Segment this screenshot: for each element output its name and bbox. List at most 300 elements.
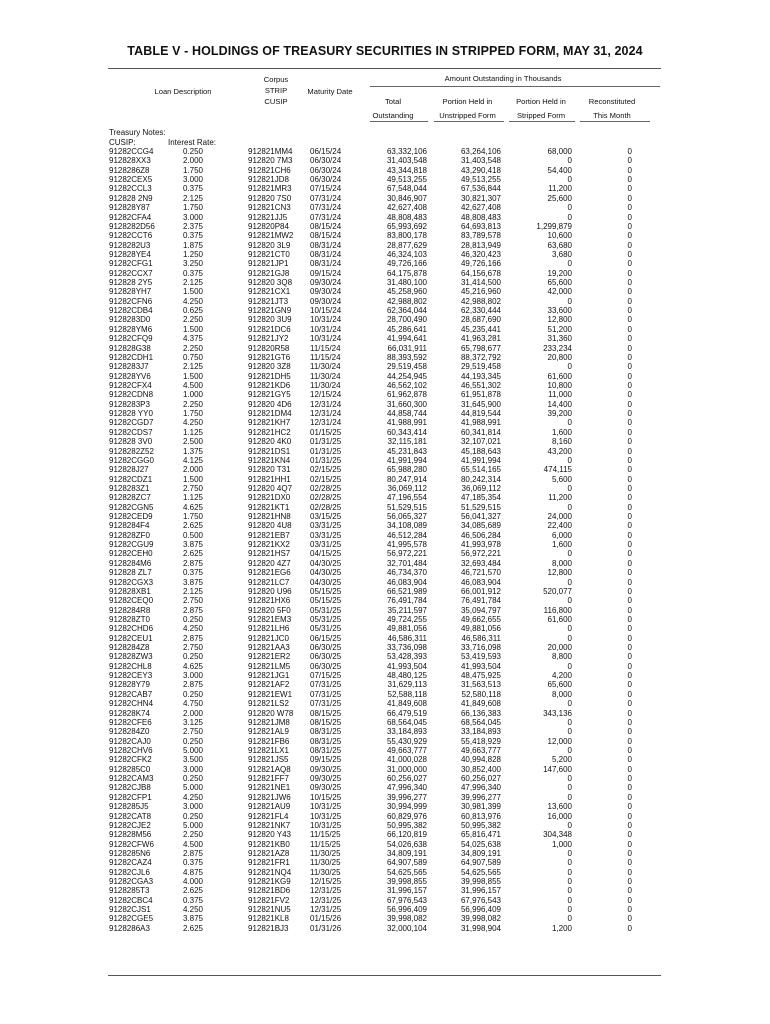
maturity-date-cell: 06/30/25 (310, 652, 342, 662)
table-row (0, 493, 770, 502)
unstripped-cell: 61,951,878 (460, 390, 501, 400)
reconstituted-cell: 0 (627, 437, 632, 447)
unstripped-cell: 49,513,255 (460, 175, 501, 185)
table-row (0, 194, 770, 203)
table-row (0, 802, 770, 811)
stripped-cell: 0 (567, 483, 572, 493)
cusip-cell: 91282CDZ1 (109, 474, 153, 484)
unstripped-cell: 46,586,311 (461, 633, 501, 643)
unstripped-cell: 30,852,400 (460, 764, 501, 774)
strip-cusip-cell: 912821AA3 (248, 643, 290, 653)
unstripped-cell: 41,963,281 (460, 334, 501, 344)
total-outstanding-cell: 64,175,878 (386, 268, 427, 278)
total-outstanding-cell: 33,736,098 (386, 643, 427, 653)
cusip-cell: 9128286Z8 (109, 165, 150, 175)
holdings-table (0, 147, 770, 933)
unstripped-cell: 56,041,327 (460, 512, 501, 522)
table-row (0, 737, 770, 746)
interest-rate-cell: 4.000 (182, 877, 203, 887)
total-outstanding-cell: 67,976,543 (386, 895, 427, 905)
total-outstanding-cell: 63,332,106 (386, 147, 427, 156)
total-outstanding-cell: 66,521,989 (386, 586, 427, 596)
interest-rate-cell: 5.000 (182, 746, 203, 755)
reconstituted-cell: 0 (627, 540, 632, 550)
unstripped-cell: 33,184,893 (460, 727, 501, 737)
interest-rate-cell: 0.750 (182, 352, 203, 362)
total-outstanding-cell: 34,108,089 (386, 521, 427, 531)
interest-rate-cell: 4.625 (182, 661, 203, 671)
table-row (0, 269, 770, 278)
total-outstanding-cell: 39,998,082 (386, 914, 427, 924)
interest-rate-cell: 0.375 (182, 895, 203, 905)
header-unstripped-line-2: Unstripped Form (439, 111, 496, 120)
reconstituted-cell: 0 (627, 427, 632, 437)
maturity-date-cell: 02/15/25 (310, 465, 342, 475)
table-row (0, 914, 770, 923)
reconstituted-cell: 0 (627, 877, 632, 887)
strip-cusip-cell: 912821AU9 (248, 802, 291, 812)
stripped-cell: 6,000 (551, 530, 572, 540)
maturity-date-cell: 10/31/25 (310, 811, 342, 821)
maturity-date-cell: 11/15/24 (310, 352, 341, 362)
strip-cusip-cell: 912821NQ4 (248, 867, 292, 877)
cusip-cell: 91282CAZ4 (109, 858, 152, 868)
interest-rate-cell: 1.500 (182, 324, 203, 334)
stripped-cell: 1,000 (551, 839, 572, 849)
stripped-cell: 11,200 (548, 184, 572, 194)
interest-rate-cell: 2.000 (182, 708, 203, 718)
unstripped-cell: 54,025,638 (460, 839, 501, 849)
maturity-date-cell: 12/31/25 (310, 886, 342, 896)
interest-rate-cell: 3.125 (182, 717, 203, 727)
maturity-date-cell: 10/31/25 (310, 802, 342, 812)
unstripped-cell: 47,996,340 (460, 783, 501, 793)
unstripped-cell: 54,625,565 (460, 867, 501, 877)
unstripped-cell: 31,998,904 (460, 923, 501, 933)
unstripped-cell: 51,529,515 (460, 502, 501, 512)
maturity-date-cell: 01/31/25 (310, 437, 342, 447)
table-row (0, 381, 770, 390)
unstripped-cell: 43,290,418 (460, 165, 501, 175)
table-row (0, 746, 770, 755)
unstripped-cell: 31,563,513 (460, 680, 501, 690)
stripped-cell: 1,299,879 (536, 221, 572, 231)
total-outstanding-cell: 41,994,641 (386, 334, 427, 344)
table-row (0, 437, 770, 446)
stripped-cell: 54,400 (547, 165, 572, 175)
unstripped-cell: 80,242,314 (460, 474, 501, 484)
reconstituted-cell: 0 (627, 175, 632, 185)
table-row (0, 184, 770, 193)
table-row (0, 905, 770, 914)
strip-cusip-cell: 912821BD6 (248, 886, 291, 896)
strip-cusip-cell: 912820 3Q8 (248, 278, 293, 288)
total-outstanding-cell: 56,065,327 (386, 512, 427, 522)
cusip-cell: 91282CCL3 (109, 184, 152, 194)
interest-rate-cell: 2.125 (182, 193, 203, 203)
total-outstanding-cell: 88,393,592 (386, 352, 427, 362)
strip-cusip-cell: 912821DM4 (248, 409, 292, 419)
strip-cusip-cell: 912821LM5 (248, 661, 291, 671)
strip-cusip-cell: 912821FR1 (248, 858, 290, 868)
strip-cusip-cell: 912820 T31 (248, 465, 291, 475)
total-outstanding-cell: 32,115,181 (387, 437, 427, 447)
reconstituted-cell: 0 (627, 502, 632, 512)
unstripped-cell: 50,995,382 (460, 820, 501, 830)
reconstituted-cell: 0 (627, 259, 632, 269)
header-top-rule (108, 68, 661, 69)
total-outstanding-cell: 46,512,284 (386, 530, 427, 540)
interest-rate-cell: 4.375 (182, 334, 203, 344)
total-outstanding-cell: 43,344,818 (386, 165, 427, 175)
total-outstanding-cell: 80,247,914 (386, 474, 427, 484)
header-total-outstanding (362, 96, 424, 121)
unstripped-cell: 56,972,221 (460, 549, 501, 559)
maturity-date-cell: 07/15/25 (310, 671, 342, 681)
unstripped-cell: 44,193,345 (460, 371, 501, 381)
total-outstanding-cell: 83,800,178 (386, 231, 427, 241)
interest-rate-cell: 2.750 (182, 596, 203, 606)
footer-rule (108, 975, 661, 976)
table-row (0, 559, 770, 568)
total-outstanding-cell: 60,829,976 (386, 811, 427, 821)
table-row (0, 400, 770, 409)
stripped-cell: 31,360 (547, 334, 572, 344)
strip-cusip-cell: 912820 4D6 (248, 399, 292, 409)
stripped-cell: 0 (567, 455, 572, 465)
reconstituted-cell: 0 (627, 867, 632, 877)
cusip-cell: 91282CGG0 (109, 455, 154, 465)
table-row (0, 821, 770, 830)
interest-rate-cell: 5.000 (182, 820, 203, 830)
strip-cusip-cell: 912821HC2 (248, 427, 291, 437)
stripped-cell: 61,600 (547, 371, 572, 381)
maturity-date-cell: 06/30/24 (310, 156, 342, 166)
total-outstanding-cell: 66,120,819 (386, 830, 427, 840)
reconstituted-cell: 0 (627, 746, 632, 755)
cusip-cell: 912828 2Y5 (109, 278, 153, 288)
cusip-cell: 9128283D0 (109, 315, 151, 325)
cusip-cell: 9128284Z8 (109, 643, 150, 653)
table-row (0, 344, 770, 353)
strip-cusip-cell: 912821LC7 (248, 577, 290, 587)
cusip-cell: 9128283J7 (109, 362, 149, 372)
header-corpus-strip-cusip (246, 74, 306, 107)
table-row (0, 858, 770, 867)
unstripped-cell: 39,996,277 (460, 792, 501, 802)
total-outstanding-cell: 31,480,100 (386, 278, 427, 288)
strip-cusip-cell: 912821CT0 (248, 249, 290, 259)
maturity-date-cell: 06/30/25 (310, 643, 342, 653)
cusip-cell: 91282CFX4 (109, 380, 152, 390)
strip-cusip-cell: 912821NE1 (248, 783, 291, 793)
table-row (0, 512, 770, 521)
maturity-date-cell: 01/31/25 (310, 455, 342, 465)
reconstituted-cell: 0 (627, 614, 632, 624)
interest-rate-cell: 3.000 (182, 764, 203, 774)
reconstituted-cell: 0 (627, 792, 632, 802)
cusip-cell: 912828G38 (109, 343, 151, 353)
unstripped-cell: 60,341,814 (460, 427, 501, 437)
unstripped-cell: 64,693,813 (460, 221, 501, 231)
maturity-date-cell: 05/31/25 (310, 605, 342, 615)
interest-rate-cell: 5.000 (182, 783, 203, 793)
header-reconstituted-line-2: This Month (593, 111, 631, 120)
maturity-date-cell: 01/31/25 (310, 446, 342, 456)
strip-cusip-cell: 912821NU5 (248, 905, 291, 915)
unstripped-cell: 63,264,106 (460, 147, 501, 156)
cusip-cell: 91282CGU9 (109, 540, 154, 550)
strip-cusip-cell: 912821FV2 (248, 895, 290, 905)
interest-rate-cell: 2.625 (182, 886, 203, 896)
strip-cusip-cell: 912821KG9 (248, 877, 291, 887)
table-row (0, 690, 770, 699)
unstripped-cell: 41,991,994 (460, 455, 501, 465)
interest-rate-cell: 3.000 (182, 212, 203, 222)
cusip-cell: 91282CFP1 (109, 792, 152, 802)
stripped-cell: 0 (567, 848, 572, 858)
unstripped-cell: 45,188,643 (460, 446, 501, 456)
cusip-cell: 91282CHD6 (109, 624, 154, 634)
table-row (0, 578, 770, 587)
strip-cusip-cell: 912820 W78 (248, 708, 294, 718)
cusip-cell: 91282CFQ9 (109, 334, 153, 344)
cusip-cell: 91282CJS1 (109, 905, 151, 915)
strip-cusip-cell: 912820 4K0 (248, 437, 292, 447)
strip-cusip-cell: 912821MM4 (248, 147, 293, 156)
section-cusip-label: CUSIP: (109, 137, 136, 147)
strip-cusip-cell: 912821ER2 (248, 652, 291, 662)
stripped-cell: 343,136 (543, 708, 572, 718)
table-row (0, 783, 770, 792)
stripped-cell: 0 (567, 577, 572, 587)
cusip-cell: 91282CHL8 (109, 661, 152, 671)
total-outstanding-cell: 32,000,104 (386, 923, 427, 933)
strip-cusip-cell: 912820 3L9 (248, 240, 291, 250)
header-stripped-line-2: Stripped Form (516, 111, 566, 120)
interest-rate-cell: 2.125 (182, 362, 203, 372)
header-stripped-line-1: Portion Held in (516, 97, 566, 106)
unstripped-cell: 48,808,483 (460, 212, 501, 222)
interest-rate-cell: 0.375 (182, 231, 203, 241)
reconstituted-cell: 0 (627, 296, 632, 306)
page-title: TABLE V - HOLDINGS OF TREASURY SECURITIES IN STRIPPED FORM, MAY 31, 2024 (127, 44, 643, 58)
cusip-cell: 912828M56 (109, 830, 152, 840)
cusip-cell: 912828YV6 (109, 371, 151, 381)
reconstituted-cell: 0 (627, 886, 632, 896)
total-outstanding-cell: 61,962,878 (386, 390, 427, 400)
header-unstripped-line-1: Portion Held in (442, 97, 493, 106)
cusip-cell: 912828K74 (109, 708, 150, 718)
cusip-cell: 91282CBC4 (109, 895, 153, 905)
total-outstanding-cell: 56,996,409 (386, 905, 427, 915)
interest-rate-cell: 4.250 (182, 296, 203, 306)
total-outstanding-cell: 46,734,370 (386, 568, 427, 578)
strip-cusip-cell: 912821HX6 (248, 596, 291, 606)
unstripped-cell: 60,813,976 (460, 811, 501, 821)
interest-rate-cell: 2.625 (182, 923, 203, 933)
cusip-cell: 91282CFK2 (109, 755, 152, 765)
cusip-cell: 912828ZT0 (109, 614, 150, 624)
interest-rate-cell: 0.250 (182, 736, 203, 746)
strip-cusip-cell: 912821JT3 (248, 296, 289, 306)
unstripped-cell: 39,998,855 (460, 877, 501, 887)
strip-cusip-cell: 912821CX1 (248, 287, 291, 297)
maturity-date-cell: 12/31/24 (310, 399, 342, 409)
total-outstanding-cell: 46,324,103 (386, 249, 427, 259)
cusip-cell: 9128282D56 (109, 221, 155, 231)
total-outstanding-cell: 31,660,300 (386, 399, 427, 409)
maturity-date-cell: 07/31/25 (310, 689, 342, 699)
reconstituted-cell: 0 (627, 633, 632, 643)
table-row (0, 877, 770, 886)
stripped-cell: 22,400 (547, 521, 572, 531)
strip-cusip-cell: 912820P84 (248, 221, 289, 231)
table-row (0, 362, 770, 371)
cusip-cell: 912828YE4 (109, 249, 151, 259)
maturity-date-cell: 11/30/25 (310, 858, 341, 868)
maturity-date-cell: 07/15/24 (310, 184, 342, 194)
cusip-cell: 91282CDH1 (109, 352, 154, 362)
strip-cusip-cell: 912821DX0 (248, 493, 291, 503)
maturity-date-cell: 10/31/24 (310, 315, 342, 325)
table-row (0, 475, 770, 484)
table-row (0, 568, 770, 577)
reconstituted-cell: 0 (627, 184, 632, 194)
total-outstanding-cell: 45,258,960 (386, 287, 427, 297)
table-row (0, 662, 770, 671)
reconstituted-cell: 0 (627, 774, 632, 784)
unstripped-cell: 41,993,504 (460, 661, 501, 671)
interest-rate-cell: 4.250 (182, 792, 203, 802)
maturity-date-cell: 03/31/25 (310, 521, 342, 531)
maturity-date-cell: 10/31/25 (310, 820, 342, 830)
strip-cusip-cell: 912821JJ5 (248, 212, 288, 222)
maturity-date-cell: 11/15/24 (310, 343, 341, 353)
total-outstanding-cell: 62,364,044 (386, 306, 427, 316)
stripped-cell: 43,200 (547, 446, 572, 456)
unstripped-cell: 34,085,689 (460, 521, 501, 531)
cusip-cell: 912828 YY0 (109, 409, 153, 419)
interest-rate-cell: 1.875 (182, 240, 203, 250)
stripped-cell: 0 (567, 362, 572, 372)
stripped-cell: 0 (567, 633, 572, 643)
total-outstanding-cell: 41,993,504 (386, 661, 427, 671)
maturity-date-cell: 12/31/25 (310, 895, 342, 905)
stripped-cell: 8,000 (551, 558, 572, 568)
stripped-cell: 0 (567, 661, 572, 671)
table-row (0, 671, 770, 680)
unstripped-cell: 44,819,544 (460, 409, 501, 419)
strip-cusip-cell: 912820 4U8 (248, 521, 292, 531)
reconstituted-cell: 0 (627, 343, 632, 353)
reconstituted-cell: 0 (627, 923, 632, 933)
stripped-cell: 0 (567, 783, 572, 793)
total-outstanding-cell: 30,846,907 (386, 193, 427, 203)
strip-cusip-cell: 912821EG6 (248, 568, 291, 578)
reconstituted-cell: 0 (627, 811, 632, 821)
total-outstanding-cell: 31,996,157 (386, 886, 427, 896)
strip-cusip-cell: 912821LH6 (248, 624, 290, 634)
interest-rate-cell: 1.500 (182, 371, 203, 381)
total-outstanding-cell: 36,069,112 (387, 483, 427, 493)
interest-rate-cell: 4.750 (182, 699, 203, 709)
reconstituted-cell: 0 (627, 624, 632, 634)
stripped-cell: 0 (567, 914, 572, 924)
interest-rate-cell: 0.375 (182, 268, 203, 278)
strip-cusip-cell: 912821EW1 (248, 689, 293, 699)
stripped-cell: 0 (567, 886, 572, 896)
maturity-date-cell: 06/30/24 (310, 165, 342, 175)
cusip-cell: 9128285C0 (109, 764, 151, 774)
cusip-cell: 9128283P3 (109, 399, 150, 409)
cusip-cell: 9128286A3 (109, 923, 150, 933)
reconstituted-cell: 0 (627, 165, 632, 175)
table-row (0, 924, 770, 933)
maturity-date-cell: 07/31/25 (310, 680, 342, 690)
unstripped-cell: 32,693,484 (460, 558, 501, 568)
table-row (0, 849, 770, 858)
cusip-cell: 912828XB1 (109, 586, 151, 596)
table-row (0, 755, 770, 764)
strip-cusip-cell: 912821GN9 (248, 306, 292, 316)
maturity-date-cell: 03/15/25 (310, 512, 342, 522)
reconstituted-cell: 0 (627, 493, 632, 503)
cusip-cell: 9128283Z1 (109, 483, 150, 493)
maturity-date-cell: 02/28/25 (310, 493, 342, 503)
table-row (0, 222, 770, 231)
reconstituted-cell: 0 (627, 212, 632, 222)
cusip-cell: 91282CGA3 (109, 877, 154, 887)
table-row (0, 503, 770, 512)
stripped-cell: 63,680 (547, 240, 572, 250)
strip-cusip-cell: 912821KL8 (248, 914, 289, 924)
interest-rate-cell: 2.500 (182, 437, 203, 447)
cusip-cell: 912828ZF0 (109, 530, 150, 540)
reconstituted-cell: 0 (627, 558, 632, 568)
unstripped-cell: 41,849,608 (460, 699, 501, 709)
reconstituted-cell: 0 (627, 465, 632, 475)
unstripped-cell: 31,645,900 (460, 399, 501, 409)
strip-cusip-cell: 912820 7M3 (248, 156, 293, 166)
total-outstanding-cell: 49,663,777 (386, 746, 427, 755)
reconstituted-cell: 0 (627, 764, 632, 774)
interest-rate-cell: 4.500 (182, 839, 203, 849)
cusip-cell: 91282CAB7 (109, 689, 153, 699)
reconstituted-cell: 0 (627, 399, 632, 409)
interest-rate-cell: 2.750 (182, 727, 203, 737)
table-row (0, 868, 770, 877)
reconstituted-cell: 0 (627, 727, 632, 737)
reconstituted-cell: 0 (627, 652, 632, 662)
reconstituted-cell: 0 (627, 203, 632, 213)
cusip-cell: 9128284F4 (109, 521, 150, 531)
reconstituted-cell: 0 (627, 643, 632, 653)
reconstituted-cell: 0 (627, 914, 632, 924)
header-maturity-date: Maturity Date (307, 87, 353, 96)
stripped-cell: 12,000 (547, 736, 572, 746)
underline-total (370, 121, 428, 122)
interest-rate-cell: 1.000 (182, 390, 203, 400)
unstripped-cell: 49,881,056 (460, 624, 501, 634)
strip-cusip-cell: 912821KB0 (248, 839, 290, 849)
stripped-cell: 8,160 (551, 437, 572, 447)
table-row (0, 241, 770, 250)
reconstituted-cell: 0 (627, 156, 632, 166)
reconstituted-cell: 0 (627, 287, 632, 297)
maturity-date-cell: 05/31/25 (310, 614, 342, 624)
interest-rate-cell: 4.250 (182, 418, 203, 428)
